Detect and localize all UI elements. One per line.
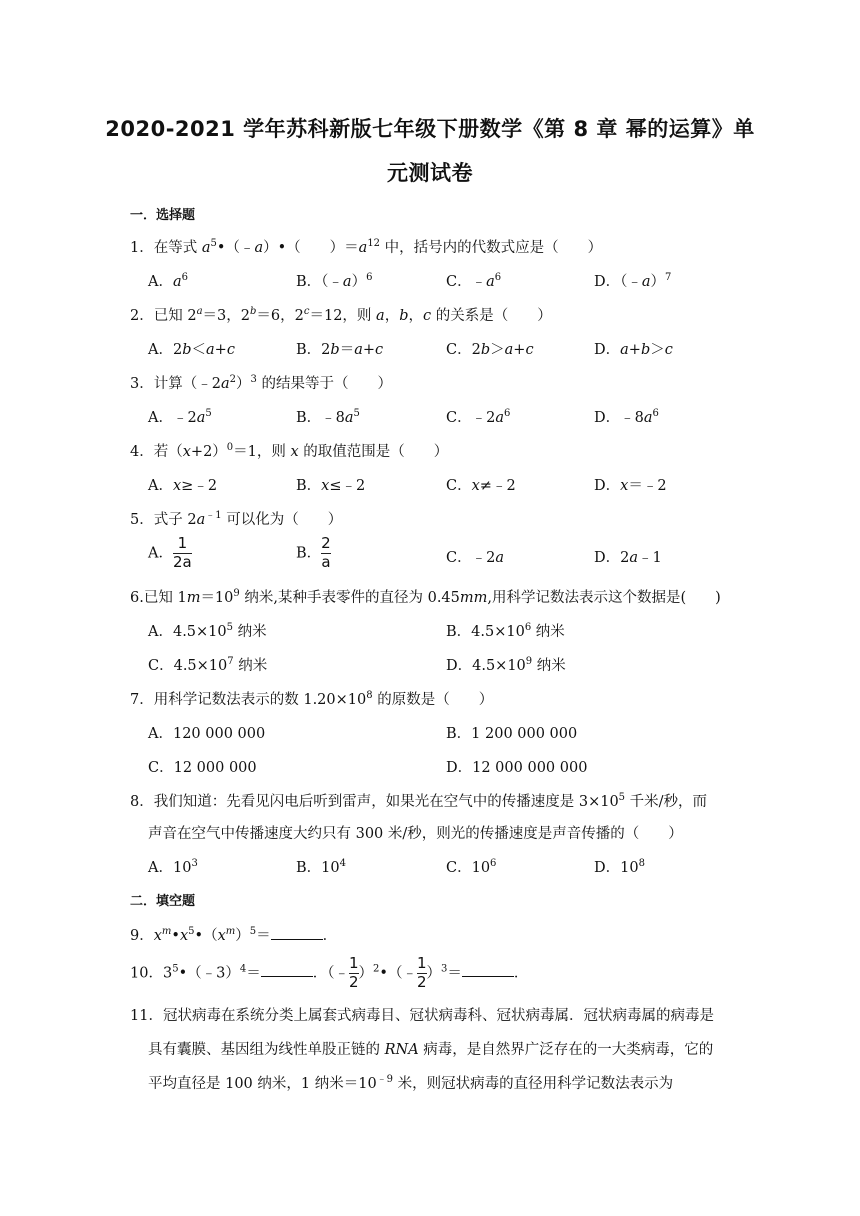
exp: 5 [172,963,179,975]
question-5-option-a[interactable] [148,536,192,571]
var: x [153,928,162,944]
question-2-option-d[interactable] [594,338,673,359]
text: •（ [194,928,218,944]
text: ≤﹣2 [329,478,366,494]
question-number: 4． [130,444,154,460]
question-4-option-d[interactable] [594,474,667,495]
exp: ﹣9 [376,1074,394,1085]
fraction [321,536,331,571]
var: RNA [384,1042,419,1058]
question-5-option-d[interactable] [594,546,662,567]
text: 我们知道：先看见闪电后听到雷声，如果光在空气中的传播速度是 3×10 [153,794,619,810]
exp: 5 [210,238,217,249]
question-4-option-b[interactable] [296,474,365,495]
var: a [358,240,368,256]
text: ， [384,308,400,324]
text: B．10 [296,860,340,876]
text: ＝ [246,965,261,982]
question-8-option-d[interactable] [594,856,645,877]
page-title-line-2: 元测试卷 [387,161,473,185]
question-9-stem [130,924,337,945]
question-5-option-c[interactable] [446,546,504,567]
question-6-option-d[interactable] [446,654,566,675]
question-1-option-a[interactable] [148,270,188,291]
exp: 5 [188,926,195,937]
text: ） [351,274,367,290]
answer-blank[interactable] [261,964,313,977]
text: + [362,342,375,358]
text: •（﹣3） [178,965,240,982]
question-4-option-a[interactable] [148,474,217,495]
question-7-option-d[interactable]: D．12 000 000 000 [446,760,588,776]
var: a [254,240,264,256]
text: A．2 [148,342,183,358]
text: ． [513,965,529,982]
text: D．（﹣ [594,274,642,290]
exp: 0 [226,442,234,453]
text: D．10 [594,860,639,876]
text: A．﹣2 [148,410,197,426]
text: ＝1，则 [233,444,291,460]
text: ） [236,376,251,392]
text: 的关系是（ ） [431,308,552,324]
var: b [480,342,491,358]
numerator: 2 [321,534,331,552]
question-8-option-c[interactable] [446,856,496,877]
text: A．4.5×10 [148,624,227,640]
text: ＝ [256,928,271,944]
text: •（﹣ [379,965,417,982]
var: x [179,928,189,944]
text: + [628,342,641,358]
question-number: 8． [130,794,154,810]
var: a [344,410,354,426]
question-2-stem [130,304,552,325]
denominator: 2 [348,972,359,991]
text: ≥﹣2 [181,478,218,494]
question-6-option-c[interactable] [148,654,267,675]
question-number: 9． [130,928,154,944]
question-number: 11． [130,1008,163,1024]
text: ＝3，2 [202,308,250,324]
text: ＝ [339,342,355,358]
text: 纳米 [233,658,268,674]
var: a [504,342,514,358]
var: b [182,342,192,358]
question-8-option-a[interactable] [148,856,198,877]
var: a [196,512,206,528]
question-7-option-a[interactable]: A．120 000 000 [148,726,266,742]
question-number: 7． [130,692,154,708]
text: ＝6，2 [256,308,304,324]
text: 纳米 [531,624,565,640]
text: 米，则冠状病毒的直径用科学记数法表示为 [393,1076,674,1092]
exp: 3 [191,858,198,869]
exp: 5 [226,622,234,633]
question-11-line-3 [148,1072,673,1093]
var: c [226,342,235,358]
var: x [182,444,191,460]
text: B．2 [296,342,331,358]
var: a [495,410,504,426]
exp: ﹣1 [205,510,222,521]
question-11-line-1 [130,1004,714,1025]
fraction [349,956,359,991]
exp-var: m [161,926,172,937]
question-7-stem [130,688,493,709]
text: C．﹣2 [446,410,496,426]
question-3-stem [130,372,392,393]
var: a [620,342,629,358]
text: ） [235,928,250,944]
exp: 5 [249,926,257,937]
exp: 4 [239,963,247,975]
text: • [171,928,180,944]
text: D．4.5×10 [446,658,526,674]
exp: 5 [618,792,626,803]
var: b [640,342,651,358]
text: ） [358,965,374,982]
text: ． [322,928,338,944]
var: c [422,308,432,324]
exp: 4 [339,858,346,869]
var: c [375,342,384,358]
text: B．﹣8 [296,410,345,426]
question-number: 10． [130,965,163,982]
question-number: 3． [130,376,154,392]
answer-blank[interactable] [462,964,514,977]
text: B．（﹣ [296,274,343,290]
section-heading-choice: 一．选择题 [130,208,196,223]
denominator: 2a [172,552,192,571]
question-4-stem [130,440,448,461]
question-8-stem-line-1 [130,790,707,811]
text: ） [426,965,441,982]
exp: 5 [353,408,360,419]
exp: 6 [524,622,532,633]
var: a [172,274,182,290]
text: ＝﹣2 [628,478,667,494]
question-10-stem [130,956,528,991]
var: x [321,478,330,494]
var: a [641,274,651,290]
exp: 6 [366,272,373,283]
text: ＝10 [200,590,234,606]
question-3-option-a[interactable] [148,406,212,427]
var: mm [459,590,488,606]
question-8-option-b[interactable] [296,856,346,877]
var: x [172,478,182,494]
question-2-option-b[interactable] [296,338,383,359]
text: 纳米 [532,658,566,674]
question-3-option-d[interactable] [594,406,659,427]
question-1-option-d[interactable] [594,270,671,291]
text: C．2 [446,342,481,358]
question-number: 6. [130,590,144,606]
text: 病毒，是自然界广泛存在的一大类病毒，它的 [418,1042,714,1058]
text: ＞ [490,342,505,358]
text: ＞ [650,342,665,358]
text: A． [148,274,173,290]
var: a [629,550,639,566]
var: a [486,274,495,290]
var: a [495,550,504,566]
text: 千米/秒，而 [625,794,708,810]
text: D．﹣8 [594,410,644,426]
exp: 8 [366,690,373,701]
var: a [376,308,385,324]
exp-var: b [250,306,257,317]
exp-var: a [196,306,203,317]
text: 用科学记数法表示的数 1.20×10 [153,692,367,708]
question-3-option-b[interactable] [296,406,360,427]
text: ≠﹣2 [479,478,516,494]
exp: 6 [490,858,497,869]
exp: 12 [367,238,381,249]
exp: 9 [233,588,240,599]
var: m [186,590,201,606]
denominator: 2 [416,972,427,991]
text: •（﹣ [216,240,255,256]
var: x [620,478,629,494]
var: b [399,308,409,324]
text: B．4.5×10 [446,624,525,640]
question-5-option-b[interactable] [296,536,331,571]
exp: 7 [227,656,234,667]
text: ．（﹣ [312,965,349,982]
text: C．4.5×10 [148,658,228,674]
text: 平均直径是 100 纳米，1 纳米＝10 [148,1076,377,1092]
text: D． [594,478,621,494]
question-1-stem [130,236,602,257]
var: c [525,342,534,358]
exp: 5 [205,408,212,419]
question-number: 5． [130,512,154,528]
exp-var: m [225,926,236,937]
exp: 3 [441,963,448,975]
text: 已知 1 [143,590,187,606]
text: ）•（ ）＝ [263,240,359,256]
text: ＜ [191,342,206,358]
answer-blank[interactable] [271,927,323,940]
text: 在等式 [153,240,202,256]
fraction [417,956,427,991]
text: + [513,342,526,358]
exp: 6 [652,408,659,419]
question-7-option-c[interactable]: C．12 000 000 [148,760,257,776]
text: ＝12，则 [309,308,377,324]
var: b [330,342,340,358]
text: A． [148,478,173,494]
var: x [471,478,480,494]
question-6-option-a[interactable] [148,620,267,641]
page-title-line-1: 2020-2021 学年苏科新版七年级下册数学《第 8 章 幂的运算》单 [105,117,755,141]
text: ） [650,274,666,290]
question-2-option-a[interactable] [148,338,235,359]
text: 冠状病毒在系统分类上属套式病毒目、冠状病毒科、冠状病毒属．冠状病毒属的病毒是 [162,1008,714,1024]
exp: 8 [638,858,645,869]
text: D． [594,342,621,358]
numerator: 1 [348,954,359,972]
exp: 3 [250,374,257,385]
text: + [214,342,227,358]
var: a [643,410,653,426]
text: 的取值范围是（ ） [298,444,449,460]
question-number: 1． [130,240,154,256]
text: C．10 [446,860,491,876]
question-number: 2． [130,308,154,324]
question-2-option-c[interactable] [446,338,534,359]
text: 计算（﹣2 [153,376,221,392]
text: 具有囊膜、基因组为线性单股正链的 [148,1042,385,1058]
text: B． [296,478,322,494]
var: c [664,342,673,358]
text: ,用科学记数法表示这个数据是( ) [487,590,721,606]
question-7-option-b[interactable]: B．1 200 000 000 [446,726,578,742]
question-6-option-b[interactable] [446,620,565,641]
question-1-option-b[interactable] [296,270,372,291]
exp: 2 [229,374,236,385]
var: x [290,444,299,460]
question-8-stem-line-2: 声音在空气中传播速度大约只有 300 米/秒，则光的传播速度是声音传播的（ ） [148,826,683,842]
section-heading-fill: 二．填空题 [130,894,196,909]
text: 式子 2 [153,512,197,528]
question-6-stem [130,586,721,607]
text: 的结果等于（ ） [256,376,392,392]
var: a [220,376,230,392]
denominator: a [321,552,331,571]
text: 纳米 [233,624,267,640]
question-11-line-2 [148,1038,713,1059]
exp: 9 [525,656,533,667]
exp: 7 [665,272,672,283]
text: ﹣1 [638,550,662,566]
text: +2） [190,444,227,460]
text: A．10 [148,860,192,876]
var: a [201,240,211,256]
question-4-option-c[interactable] [446,474,516,495]
text: 3 [162,965,173,982]
exp: 2 [373,963,380,975]
text: C． [446,478,472,494]
text: 若（ [153,444,183,460]
numerator: 1 [177,534,188,552]
var: a [206,342,215,358]
text: 的原数是（ ） [372,692,494,708]
var: a [342,274,352,290]
question-3-option-c[interactable] [446,406,510,427]
text: 中，括号内的代数式应是（ ） [380,240,603,256]
text: D．2 [594,550,630,566]
var: x [217,928,226,944]
text: C．﹣2 [446,550,496,566]
question-5-stem [130,508,342,529]
exp-var: c [303,306,310,317]
text: ＝ [447,965,462,982]
question-1-option-c[interactable] [446,270,501,291]
fraction [173,536,192,571]
text: B． [296,545,322,562]
exp: 6 [494,272,502,283]
text: 纳米,某种手表零件的直径为 0.45 [239,590,460,606]
var: a [354,342,363,358]
text: 已知 2 [153,308,197,324]
text: 可以化为（ ） [221,512,343,528]
text: ， [408,308,423,324]
text: C．﹣ [446,274,487,290]
text: A． [148,545,173,562]
exp: 6 [503,408,511,419]
numerator: 1 [416,954,427,972]
exp: 6 [181,272,189,283]
var: a [196,410,206,426]
